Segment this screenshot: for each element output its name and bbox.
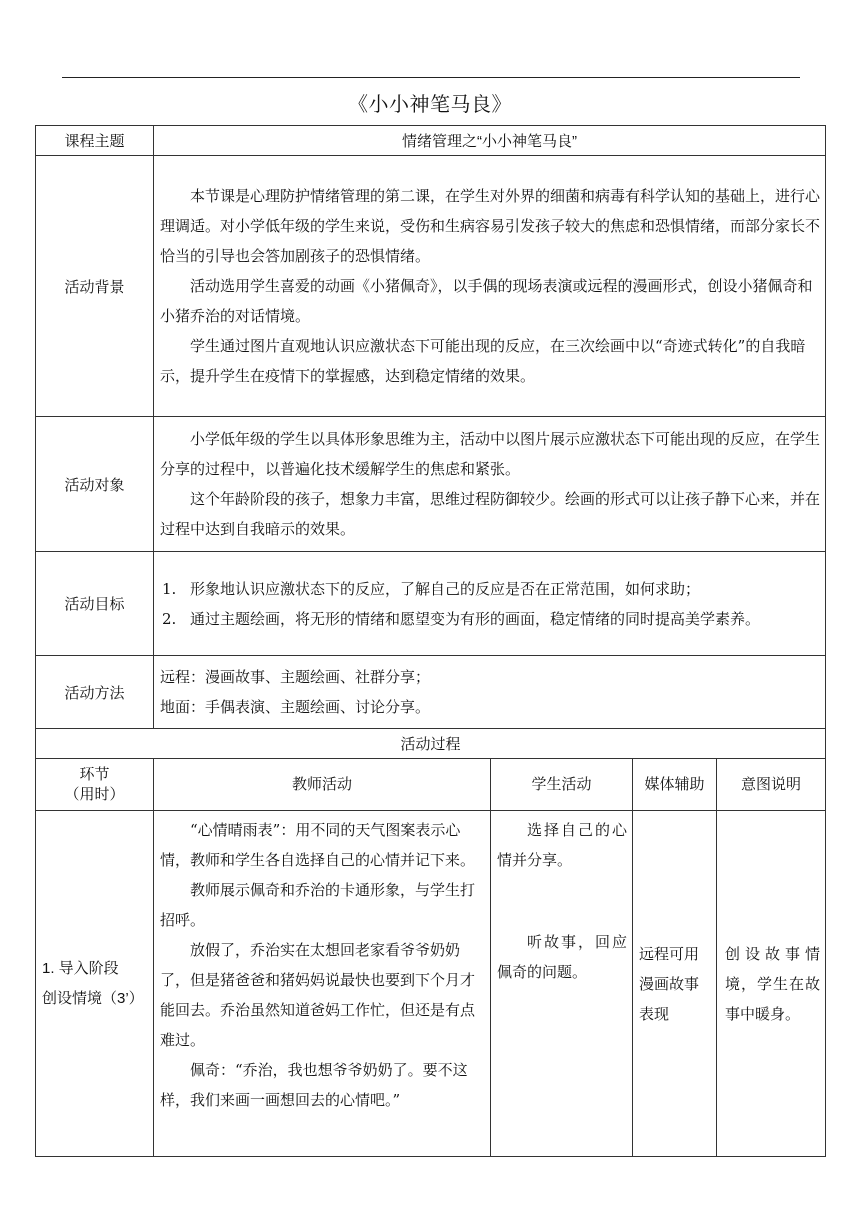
stage-line1: 1. 导入阶段: [42, 959, 119, 977]
background-paragraph: 学生通过图片直观地认识应激状态下可能出现的反应，在三次绘画中以“奇迹式转化”的自我暗示，提升学生在疫情下的掌握感，达到稳定情绪的效果。: [160, 337, 806, 385]
goals-content: [154, 552, 826, 656]
background-paragraph: 本节课是心理防护情绪管理的第二课，在学生对外界的细菌和病毒有科学认知的基础上，进行心理调适。对小学低年级的学生来说，受伤和生病容易引发孩子较大的焦虑和恐惧情绪，而部分家长不恰当的引导也会答加剧孩子的恐惧情绪。: [160, 187, 821, 265]
column-intent: 意图说明: [717, 759, 826, 811]
goal-item: [160, 574, 820, 604]
topic-label: 课程主题: [36, 126, 154, 156]
stage-cell: [36, 811, 154, 1157]
student-paragraph: 听故事，回应佩奇的问题。: [497, 933, 627, 981]
background-content: [154, 156, 826, 417]
process-header-row: [36, 729, 826, 759]
method-line: 地面：手偶表演、主题绘画、讨论分享。: [160, 698, 431, 716]
method-line: 远程：漫画故事、主题绘画、社群分享；: [160, 668, 431, 686]
audience-paragraph: 小学低年级的学生以具体形象思维为主，活动中以图片展示应激状态下可能出现的反应，在学生分享的过程中，以普遍化技术缓解学生的焦虑和紧张。: [160, 430, 821, 478]
student-activity-cell: [491, 811, 633, 1157]
topic-value: 情绪管理之“小小神笔马良”: [154, 126, 826, 156]
document-title: 《小小神笔马良》: [348, 92, 512, 116]
background-row: [36, 156, 826, 417]
column-teacher: 教师活动: [154, 759, 491, 811]
lesson-plan-table: [35, 125, 826, 1157]
goal-item: [160, 604, 820, 634]
audience-label: 活动对象: [36, 417, 154, 552]
stage-line2: 创设情境（3’）: [42, 989, 144, 1007]
column-stage-line1: 环节: [79, 765, 110, 783]
goal-text: 通过主题绘画，将无形的情绪和愿望变为有形的画面，稳定情绪的同时提高美学素养。: [190, 609, 761, 628]
goals-row: [36, 552, 826, 656]
process-header: 活动过程: [36, 729, 826, 759]
background-paragraph: 活动选用学生喜爱的动画《小猪佩奇》，以手偶的现场表演或远程的漫画形式，创设小猪佩奇和小猪乔治的对话情境。: [160, 277, 813, 325]
header-rule: [62, 77, 800, 78]
teacher-activity-cell: [154, 811, 491, 1157]
column-stage-line2: （用时）: [64, 785, 125, 803]
methods-row: [36, 656, 826, 729]
intent-cell: 创设故事情境，学生在故事中暖身。: [717, 811, 826, 1157]
goal-number: 1.: [162, 579, 177, 598]
student-paragraph: 选择自己的心情并分享。: [497, 821, 627, 869]
media-cell: 远程可用漫画故事表现: [633, 811, 717, 1157]
audience-row: [36, 417, 826, 552]
goals-label: 活动目标: [36, 552, 154, 656]
methods-content: [154, 656, 826, 729]
teacher-paragraph: 佩奇：“乔治，我也想爷爷奶奶了。要不这样，我们来画一画想回去的心情吧。”: [160, 1061, 468, 1109]
audience-content: [154, 417, 826, 552]
audience-paragraph: 这个年龄阶段的孩子，想象力丰富，思维过程防御较少。绘画的形式可以让孩子静下心来，并在过程中达到自我暗示的效果。: [160, 490, 821, 538]
teacher-paragraph: “心情晴雨表”：用不同的天气图案表示心情，教师和学生各自选择自己的心情并记下来。: [160, 821, 476, 869]
column-student: 学生活动: [491, 759, 633, 811]
methods-label: 活动方法: [36, 656, 154, 729]
column-stage: [36, 759, 154, 811]
goal-number: 2.: [162, 609, 177, 628]
background-label: 活动背景: [36, 156, 154, 417]
teacher-paragraph: 教师展示佩奇和乔治的卡通形象，与学生打招呼。: [160, 881, 476, 929]
column-media: 媒体辅助: [633, 759, 717, 811]
teacher-paragraph: 放假了，乔治实在太想回老家看爷爷奶奶了，但是猪爸爸和猪妈妈说最快也要到下个月才能回去。乔治虽然知道爸妈工作忙，但还是有点难过。: [160, 941, 476, 1049]
process-row: [36, 811, 826, 1157]
process-columns-row: [36, 759, 826, 811]
goal-text: 形象地认识应激状态下的反应，了解自己的反应是否在正常范围，如何求助；: [190, 579, 701, 598]
topic-row: [36, 126, 826, 156]
